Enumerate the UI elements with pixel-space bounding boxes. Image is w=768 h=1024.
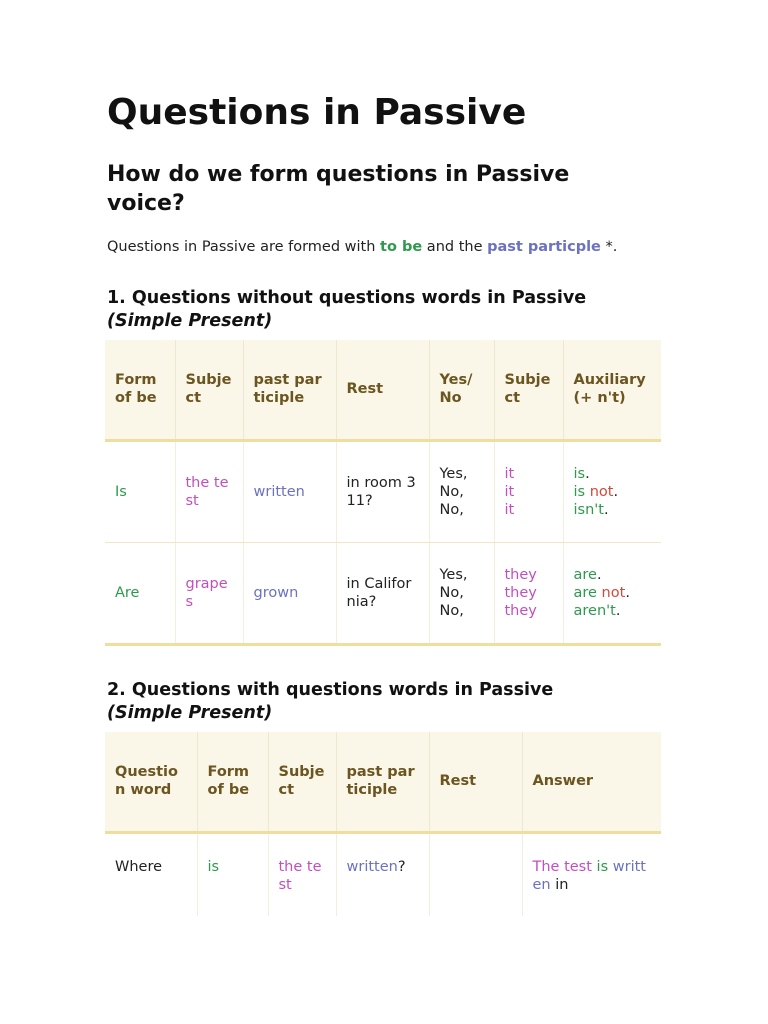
section2-title: 2. Questions with questions words in Passive (107, 680, 554, 700)
answer-yes: Yes, (439, 465, 468, 482)
section1-heading (107, 287, 667, 333)
header-rest: Rest (429, 732, 522, 832)
table-row (105, 832, 661, 916)
answer-no: No, (439, 501, 464, 518)
aux-end: . (625, 584, 630, 601)
cell-question-word: Where (105, 832, 197, 916)
header-past-participle: past participle (336, 732, 429, 832)
answer-no: No, (439, 602, 464, 619)
intro-to-be: to be (380, 239, 423, 255)
cell-form-of-be: Are (105, 542, 175, 644)
aux-end: . (613, 483, 619, 500)
answer-no: No, (439, 483, 464, 500)
header-question-word: Question word (105, 732, 197, 832)
aux-negation: not (585, 483, 614, 500)
section1-title: 1. Questions without questions words in Passive (107, 288, 587, 308)
header-subject: Subject (268, 732, 336, 832)
aux-word: are (573, 584, 597, 601)
page-subtitle: How do we form questions in Passive voice? (107, 162, 570, 216)
participle-end: ? (397, 858, 406, 875)
header-yes-no: Yes/No (429, 340, 494, 440)
cell-subject: the test (175, 440, 243, 542)
intro-middle: and the (422, 239, 488, 255)
answer-participle: written (532, 858, 646, 893)
answer-rest: in (550, 876, 569, 893)
section2-tense: (Simple Present) (107, 703, 273, 723)
aux-end: . (603, 501, 609, 518)
page-title: Questions in Passive (107, 92, 527, 133)
pronoun: they (504, 584, 537, 601)
cell-form-of-be: Is (105, 440, 175, 542)
cell-subject: the test (268, 832, 336, 916)
intro-past-participle: past particple (487, 239, 601, 255)
pronoun: they (504, 602, 537, 619)
header-form-of-be: Form of be (105, 340, 175, 440)
aux-end: . (585, 465, 590, 482)
cell-rest: in room 311? (336, 440, 429, 542)
intro-prefix: Questions in Passive are formed with (107, 239, 381, 255)
pronoun: it (504, 465, 515, 482)
cell-subject: grapes (175, 542, 243, 644)
cell-past-participle: written (243, 440, 336, 542)
aux-word: is (573, 465, 586, 482)
aux-word: is (573, 483, 586, 500)
answer-yes: Yes, (439, 566, 468, 583)
cell-auxiliary (563, 440, 661, 542)
cell-past-participle (336, 832, 429, 916)
aux-negation: not (596, 584, 626, 601)
aux-word: aren't (573, 602, 616, 619)
table-row (105, 440, 661, 542)
aux-line (574, 602, 652, 620)
answer-be: is (596, 858, 609, 875)
pronoun: it (504, 483, 515, 500)
table-header-row (105, 732, 661, 832)
pronoun: it (504, 501, 515, 518)
aux-end: . (596, 566, 602, 583)
answer-no: No, (439, 584, 464, 601)
aux-line (574, 584, 652, 602)
cell-subject-2 (494, 542, 563, 644)
header-auxiliary: Auxiliary (+ n't) (563, 340, 661, 440)
header-answer: Answer (522, 732, 661, 832)
participle-word: written (346, 858, 398, 875)
section2-heading (107, 679, 667, 725)
section1-tense: (Simple Present) (107, 311, 273, 331)
table-header-row (105, 340, 661, 440)
pronoun: they (504, 566, 537, 583)
table-row (105, 542, 661, 644)
header-past-participle: past participle (243, 340, 336, 440)
aux-line (574, 566, 652, 584)
cell-subject-2 (494, 440, 563, 542)
aux-line (574, 465, 652, 483)
cell-auxiliary (563, 542, 661, 644)
header-subject: Subject (175, 340, 243, 440)
aux-line (574, 483, 652, 501)
cell-answer (522, 832, 661, 916)
aux-word: isn't (573, 501, 604, 518)
intro-paragraph (107, 237, 617, 257)
cell-yes-no (429, 440, 494, 542)
header-form-of-be: Form of be (197, 732, 268, 832)
aux-line (574, 501, 652, 519)
cell-form-of-be: is (197, 832, 268, 916)
cell-past-participle: grown (243, 542, 336, 644)
aux-word: are (573, 566, 597, 583)
questions-with-question-words-table (105, 732, 661, 916)
cell-rest (429, 832, 522, 916)
header-rest: Rest (336, 340, 429, 440)
answer-subject: The test (532, 858, 592, 875)
aux-end: . (615, 602, 621, 619)
header-subject-2: Subject (494, 340, 563, 440)
cell-yes-no (429, 542, 494, 644)
intro-suffix: *. (600, 239, 618, 255)
cell-rest: in California? (336, 542, 429, 644)
questions-without-question-words-table (105, 340, 661, 646)
